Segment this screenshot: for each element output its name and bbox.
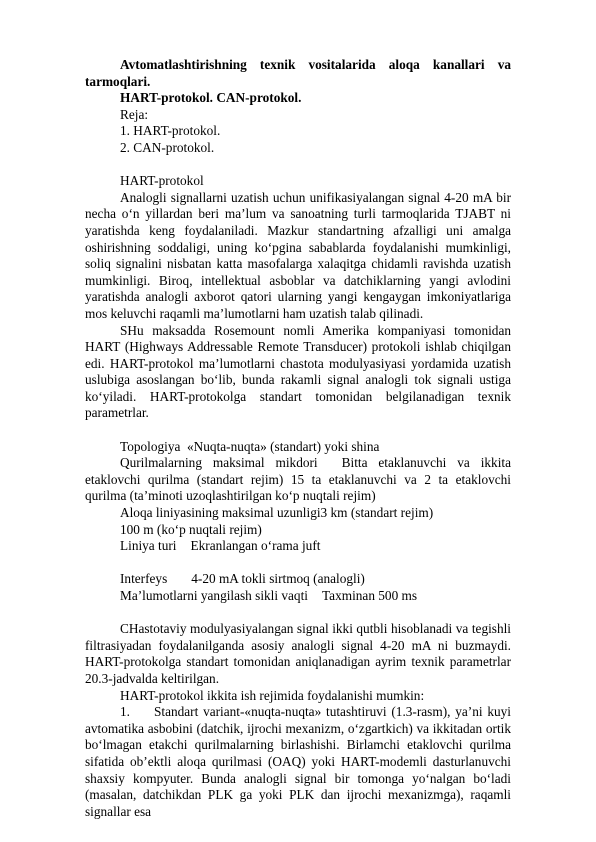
- document-body: [85, 57, 511, 820]
- document-title-line2: tarmoqlari.: [85, 73, 151, 89]
- paragraph-2: SHu maksadda Rosemount nomli Amerika kompaniyasi tomonidan HART (Highways Addressable Remote Transducer) protokoli ishlab chiqilgan edi. HART-protokol ma’lumotlarni chastota modulyasiyasi yordamida uzatish uslubiga asoslangan bo‘lib, bunda rakamli signal analogli tok signali ustiga ko‘yiladi. HART-protokolga standart tomonidan belgilanadigan texnik parametrlar.: [85, 322, 511, 421]
- param-length: [85, 505, 511, 522]
- param-length-value-2: 100 m (ko‘p nuqtali rejim): [120, 521, 262, 537]
- paragraph-5-text: Standart variant-«nuqta-nuqta» tutashtiruvi (1.3-rasm), ya’ni kuyi avtomatika asbobini (datchik, ijrochi mexanizm, o‘zgartkich) va ikkitadan ortik bo‘lmagan etakchi qurilmalarning birlashishi. Birlamchi etaklovchi qurilma sifatida ob’ektli aloqa qurilmasi (OAQ) yoki HART-modemli dasturlanuvchi shaxsiy kompyuter. Bunda analogli signal bir tomonga yo‘nalgan bo‘ladi (masalan, datchikdan PLK ga yoki PLK dan ijrochi mexanizmga), raqamli signallar esa: [85, 704, 511, 819]
- param-topology-label: Topologiya: [120, 438, 181, 454]
- plan-item-2: 2. CAN-protokol.: [120, 139, 215, 155]
- document-title-line1: Avtomatlashtirishning texnik vositalarida aloqa kanallari va: [120, 57, 511, 72]
- param-line-value: Ekranlangan o‘rama juft: [190, 538, 321, 554]
- paragraph-5: [85, 704, 511, 820]
- section-heading: HART-protokol: [120, 173, 204, 189]
- spacer: [85, 605, 511, 622]
- plan-item-1: 1. HART-protokol.: [120, 123, 221, 139]
- param-interface-label: Interfeys: [120, 571, 168, 587]
- param-topology: [85, 439, 511, 456]
- paragraph-1: Analogli signallarni uzatish uchun unifikasiyalangan signal 4-20 mA bir necha o‘n yillardan beri ma’lum va sanoatning turli tarmoqlarida TJABT ni yaratishda keng foydalaniladi. Mazkur standartning afzalligi uni amalga oshirishning soddaligi, uning ko‘pgina sabablarda foydalanishi mumkinligi, soliq signalini nisbatan katta masofalarga xalaqitga chidamli ravishda uzatish mumkinligi. Biroq, intellektual asboblar va datchiklarning yangi avlodini yaratishda analogli axborot qatori ularning yangi kengaygan imkoniyatlariga mos keluvchi raqamli ma’lumotlarni ham uzatish talab qilinadi.: [85, 189, 511, 321]
- param-update-label: Ma’lumotlarni yangilash sikli vaqti: [120, 588, 308, 603]
- param-line: [85, 538, 511, 555]
- param-devices: [85, 455, 511, 505]
- paragraph-4: HART-protokol ikkita ish rejimida foydalanishi mumkin:: [120, 687, 425, 703]
- param-interface: [85, 571, 511, 588]
- param-interface-value: 4-20 mA tokli sirtmoq (analogli): [191, 571, 365, 587]
- param-topology-value: «Nuqta-nuqta» (standart) yoki shina: [187, 438, 380, 454]
- param-length-value: 3 km (standart rejim): [320, 505, 434, 521]
- param-length-label: Aloqa liniyasining maksimal uzunligi: [120, 505, 321, 521]
- spacer: [85, 422, 511, 439]
- plan-label: Reja:: [120, 106, 149, 122]
- document-subtitle: HART-protokol. CAN-protokol.: [120, 90, 302, 106]
- list-number: 1.: [120, 704, 130, 720]
- param-devices-value: Bitta etaklanuvchi va ikkita etaklovchi qurilma (standart rejim) 15 ta etaklanuvchi va 2 ta etaklovchi qurilma (ta’minoti uzoqlashtirilgan ko‘p nuqtali rejim): [85, 455, 511, 504]
- param-line-label: Liniya turi: [120, 538, 177, 554]
- spacer: [85, 555, 511, 572]
- param-update-value: Taxminan 500 ms: [321, 588, 418, 603]
- spacer: [85, 157, 511, 174]
- param-update: [85, 588, 511, 605]
- param-devices-label: Qurilmalarning maksimal mikdori: [120, 455, 318, 471]
- paragraph-3: CHastotaviy modulyasiyalangan signal ikki qutbli hisoblanadi va tegishli filtrasiyadan foydalanilganda asosiy analogli signal 4-20 mA ni buzmaydi. HART-protokolga standart tomonidan aniqlanadigan ayrim texnik parametrlar 20.3-jadvalda keltirilgan.: [85, 621, 511, 686]
